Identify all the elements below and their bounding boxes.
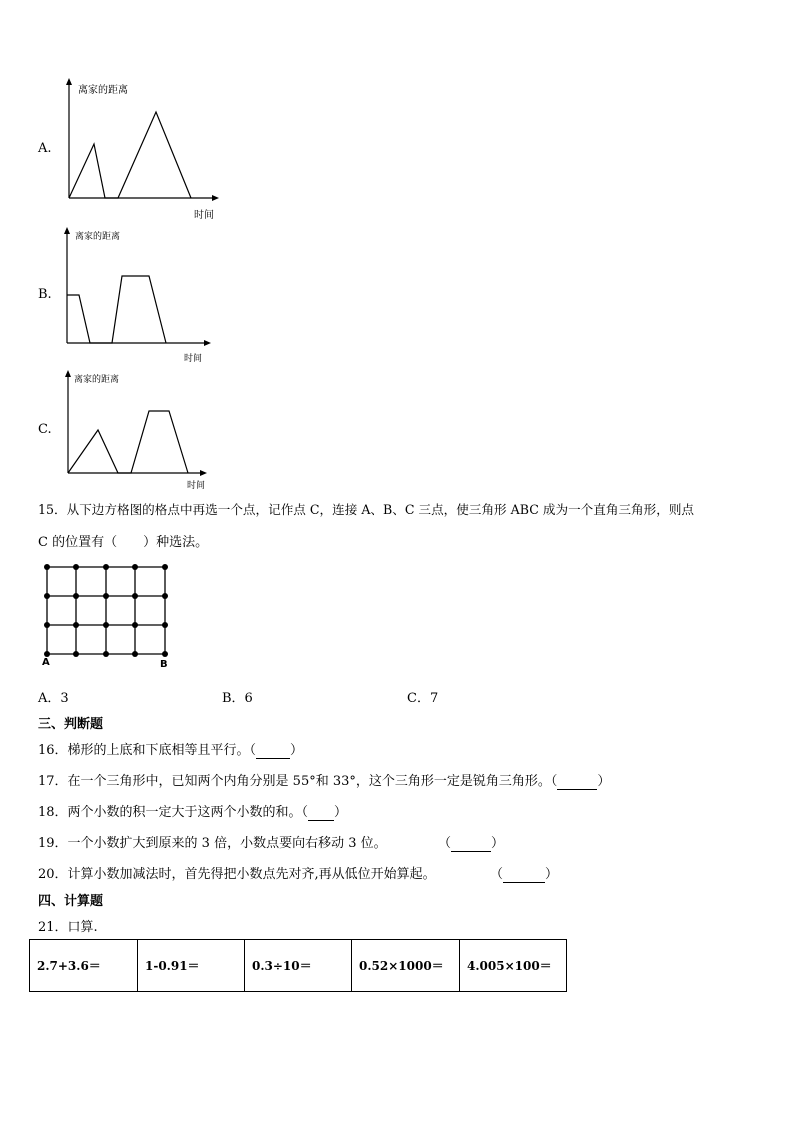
option-b-x-label: 时间 [184,354,203,364]
option-a-graph [60,76,230,226]
y-axis-arrow [66,78,72,85]
y-axis-arrow [64,227,70,234]
question-19-open: （ [438,836,452,851]
table-row [30,940,567,992]
answer-blank-18[interactable] [308,805,334,821]
question-16-close: ） [290,743,304,758]
q15-option-a: A．3 [38,691,69,706]
point-a-label: A [42,657,50,668]
question-19-close: ） [491,836,505,851]
distance-line [68,411,188,473]
section-4-heading: 四、计算题 [38,894,104,909]
q15-option-c: C．7 [407,691,439,706]
question-15-line-2: C 的位置有（ ）种选法。 [38,535,209,550]
answer-blank-19[interactable] [451,836,491,852]
question-18-close: ） [334,805,348,820]
question-18-text: 18．两个小数的积一定大于这两个小数的和。（ [38,805,309,820]
answer-blank-16[interactable] [256,743,290,759]
distance-line [67,276,166,343]
question-16-text: 16．梯形的上底和下底相等且平行。（ [38,743,257,758]
x-axis-arrow [212,195,219,201]
option-b-y-label: 离家的距离 [75,232,121,242]
question-19 [38,832,387,851]
dot-grid [40,560,175,665]
point-b-label: B [160,659,168,670]
calc-cell-4[interactable]: 0.52×1000＝ [352,940,460,992]
option-a-label: A. [38,141,52,156]
option-c-y-label: 离家的距离 [74,375,120,385]
option-b-label: B. [38,287,52,302]
question-17 [38,770,610,790]
answer-blank-17[interactable] [557,774,597,790]
question-20-open: （ [490,867,504,882]
option-a-x-label: 时间 [194,210,214,221]
question-16 [38,739,303,759]
question-20-answer [490,863,558,883]
question-15-line-1: 15．从下边方格图的格点中再选一个点，记作点 C，连接 A、B、C 三点，使三角形 ABC 成为一个直角三角形，则点 [38,502,695,517]
option-a-y-label: 离家的距离 [78,85,128,96]
calc-cell-1[interactable]: 2.7+3.6＝ [30,940,138,992]
question-20-text: 20．计算小数加减法时，首先得把小数点先对齐,再从低位开始算起。 [38,867,436,882]
option-b-graph [60,224,230,364]
calc-cell-2[interactable]: 1-0.91＝ [138,940,245,992]
question-17-close: ） [597,774,611,789]
calculation-table [29,939,567,992]
calc-cell-3[interactable]: 0.3÷10＝ [245,940,352,992]
option-c-x-label: 时间 [187,481,206,491]
question-19-text: 19．一个小数扩大到原来的 3 倍，小数点要向右移动 3 位。 [38,836,387,851]
x-axis-arrow [200,470,207,476]
question-20 [38,863,436,882]
question-17-text: 17．在一个三角形中，已知两个内角分别是 55°和 33°，这个三角形一定是锐角三角形。（ [38,774,558,789]
section-3-heading: 三、判断题 [38,717,104,732]
question-19-answer [438,832,504,852]
calc-cell-5[interactable]: 4.005×100＝ [460,940,567,992]
y-axis-arrow [65,370,71,377]
question-21-title: 21．口算. [38,920,98,935]
answer-blank-20[interactable] [503,867,545,883]
option-c-label: C. [38,422,52,437]
q15-option-b: B．6 [222,691,253,706]
question-20-close: ） [545,867,559,882]
question-18 [38,801,347,821]
x-axis-arrow [204,340,211,346]
distance-line [69,112,191,198]
